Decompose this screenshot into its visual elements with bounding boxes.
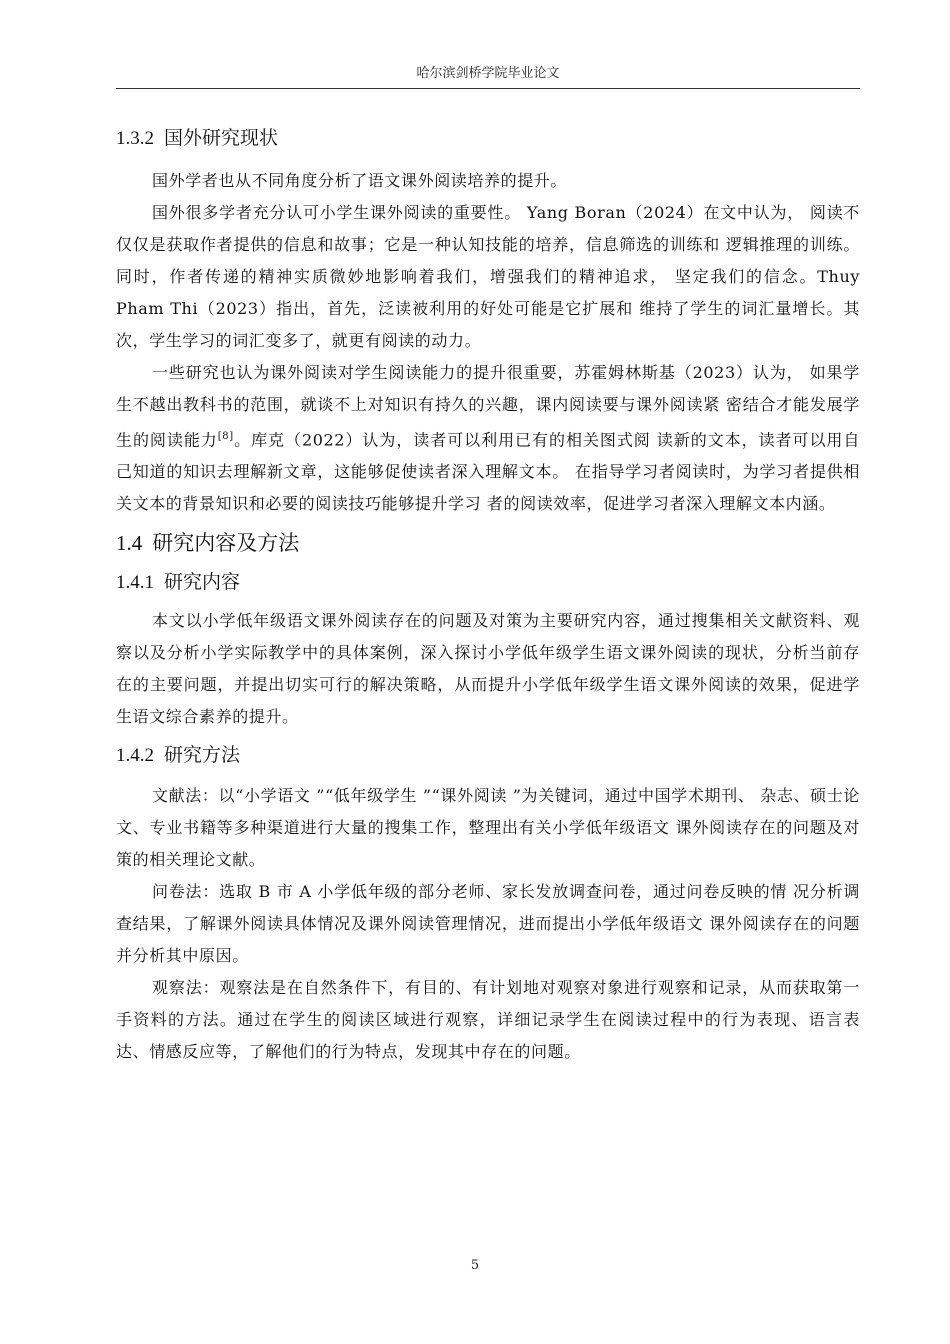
- heading-title: 研究内容及方法: [152, 531, 300, 556]
- paragraph: 问卷法：选取 B 市 A 小学低年级的部分老师、家长发放调查问卷，通过问卷反映的情 况分析调查结果，了解课外阅读具体情况及课外阅读管理情况，进而提出小学低年级语文 课外阅读存在的问题并分析其中原因。: [116, 882, 860, 966]
- heading-1-4-2: [116, 743, 860, 768]
- paragraph: 文献法：以“小学语文 ”“低年级学生 ”“课外阅读 ”为关键词，通过中国学术期刊、 杂志、硕士论文、专业书籍等多种渠道进行大量的搜集工作，整理出有关小学低年级语文 课外阅读存在的问题及对策的相关理论文献。: [116, 786, 860, 870]
- paragraph-text: 一些研究也认为课外阅读对学生阅读能力的提升很重要，苏霍姆林斯基（2023）认为， 如果学生不越出教科书的范围，就谈不上对知识有持久的兴趣，课内阅读要与课外阅读紧 密结合才能发展学生的阅读能力: [116, 363, 860, 450]
- header-divider: [116, 88, 860, 89]
- running-header: 哈尔滨剑桥学院毕业论文: [416, 66, 560, 81]
- paragraph: 观察法：观察法是在自然条件下，有目的、有计划地对观察对象进行观察和记录，从而获取第一手资料的方法。通过在学生的阅读区域进行观察，详细记录学生在阅读过程中的行为表现、语言表达、情感反应等，了解他们的行为特点，发现其中存在的问题。: [116, 978, 860, 1062]
- heading-number: 1.4.2: [116, 745, 154, 767]
- paragraph: 国外很多学者充分认可小学生课外阅读的重要性。 Yang Boran（2024）在文中认为， 阅读不仅仅是获取作者提供的信息和故事；它是一种认知技能的培养，信息筛选的训练和 逻辑推理的训练。同时，作者传递的精神实质微妙地影响着我们，增强我们的精神追求， 坚定我们的信念。Thuy Pham Thi（2023）指出，首先，泛读被利用的好处可能是它扩展和 维持了学生的词汇量增长。其次，学生学习的词汇变多了，就更有阅读的动力。: [116, 203, 860, 350]
- heading-number: 1.3.2: [116, 128, 154, 149]
- heading-1-3-2: [116, 126, 860, 151]
- heading-number: 1.4: [116, 531, 143, 556]
- paragraph: 国外学者也从不同角度分析了语文课外阅读培养的提升。: [152, 171, 568, 190]
- heading-1-4: [116, 530, 860, 556]
- heading-title: 研究方法: [164, 744, 241, 767]
- paragraph: 本文以小学低年级语文课外阅读存在的问题及对策为主要研究内容，通过搜集相关文献资料、观察以及分析小学实际教学中的具体案例，深入探讨小学低年级学生语文课外阅读的现状，分析当前存在的主要问题，并提出切实可行的解决策略，从而提升小学低年级学生语文课外阅读的效果，促进学生语文综合素养的提升。: [116, 611, 860, 727]
- heading-1-4-1: [116, 570, 860, 595]
- document-body: [116, 126, 860, 1068]
- page-number: 5: [470, 1258, 480, 1273]
- heading-number: 1.4.1: [116, 572, 154, 594]
- paragraph-text: 。库克（2022）认为，读者可以利用已有的相关图式阅 读新的文本，读者可以用自己知道的知识去理解新文章，这能够促使读者深入理解文本。 在指导学习者阅读时，为学习者提供相关文本的背景知识和必要的阅读技巧能够提升学习 者的阅读效率，促进学习者深入理解文本内涵。: [116, 430, 860, 514]
- heading-title: 国外研究现状: [164, 127, 279, 149]
- paragraph: [116, 357, 860, 520]
- heading-title: 研究内容: [164, 571, 241, 594]
- citation-reference: [8]: [217, 431, 234, 442]
